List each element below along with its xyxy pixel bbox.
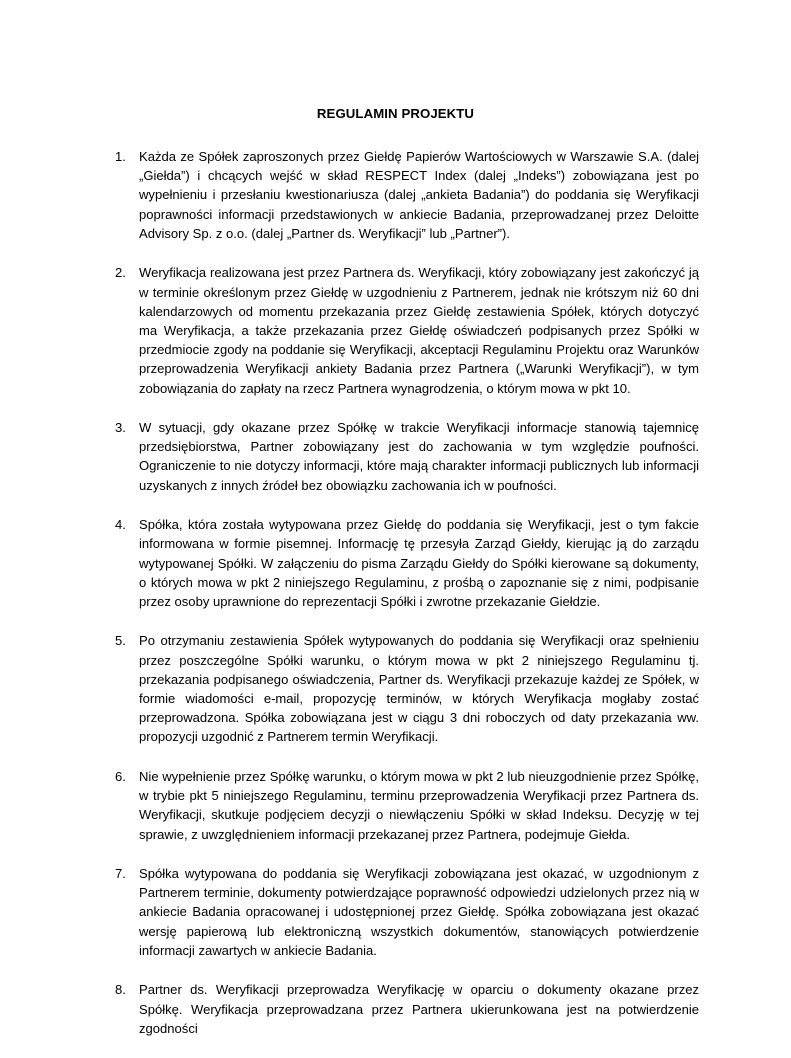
item-number: 6. [115, 768, 126, 784]
list-item [115, 515, 699, 611]
item-number: 8. [115, 982, 126, 998]
item-text: W sytuacji, gdy okazane przez Spółkę w trakcie Weryfikacji informacje stanowią tajemnicę przedsiębiorstwa, Partner zobowiązany jest do zachowania w tym względzie poufności. Ograniczenie to nie dotyczy informacji, które mają charakter informacji publicznych lub informacji uzyskanych z innych źródeł bez obowiązku zachowania ich w poufności. [139, 420, 699, 493]
list-item [115, 864, 699, 960]
item-number: 3. [115, 420, 126, 436]
rules-list [115, 147, 699, 1058]
list-item [115, 980, 699, 1038]
item-text: Nie wypełnienie przez Spółkę warunku, o którym mowa w pkt 2 lub nieuzgodnienie przez Spółkę, w trybie pkt 5 niniejszego Regulaminu, terminu przeprowadzenia Weryfikacji przez Partnera ds. Weryfikacji, skutkuje podjęciem decyzji o niewłączeniu Spółki w skład Indeksu. Decyzję w tej sprawie, z uwzględnieniem informacji przekazanej przez Partnera, podejmuje Giełda. [139, 768, 699, 842]
page-title: REGULAMIN PROJEKTU [316, 106, 475, 121]
item-number: 4. [115, 517, 126, 533]
item-text: Po otrzymaniu zestawienia Spółek wytypowanych do poddania się Weryfikacji oraz spełnieniu przez poszczególne Spółki warunku, o którym mowa w pkt 2 niniejszego Regulaminu tj. przekazania podpisanego oświadczenia, Partner ds. Weryfikacji przekazuje każdej ze Spółek, w formie wiadomości e-mail, propozycję terminów, w których Weryfikacja mogłaby zostać przeprowadzona. Spółka zobowiązana jest w ciągu 3 dni roboczych od daty przekazania ww. propozycji uzgodnić z Partnerem termin Weryfikacji. [139, 633, 699, 745]
list-item [115, 263, 699, 397]
item-text: Partner ds. Weryfikacji przeprowadza Weryfikację w oparciu o dokumenty okazane przez Spółkę. Weryfikacja przeprowadzana przez Partnera ukierunkowana jest na potwierdzenie zgodności [139, 982, 699, 1036]
list-item [115, 767, 699, 844]
item-text: Spółka, która została wytypowana przez Giełdę do poddania się Weryfikacji, jest o tym fakcie informowana w formie pisemnej. Informację tę przesyła Zarząd Giełdy, kierując ją do zarządu wytypowanej Spółki. W załączeniu do pisma Zarządu Giełdy do Spółki kierowane są dokumenty, o których mowa w pkt 2 niniejszego Regulaminu, z prośbą o zapoznanie się z nimi, podpisanie przez osoby uprawnione do reprezentacji Spółki i zwrotne przekazanie Giełdzie. [139, 517, 699, 609]
item-text: Weryfikacja realizowana jest przez Partnera ds. Weryfikacji, który zobowiązany jest zakończyć ją w terminie określonym przez Giełdę w uzgodnieniu z Partnerem, jednak nie krótszym niż 60 dni kalendarzowych od momentu przekazania przez Giełdę zestawienia Spółek, których dotyczyć ma Weryfikacja, a także przekazania przez Giełdę oświadczeń podpisanych przez Spółki w przedmiocie zgody na poddanie się Weryfikacji, akceptacji Regulaminu Projektu oraz Warunków przeprowadzenia Weryfikacji ankiety Badania przez Partnera („Warunki Weryfikacji”), w tym zobowiązania do zapłaty na rzecz Partnera wynagrodzenia, o którym mowa w pkt 10. [139, 265, 699, 396]
item-number: 1. [115, 149, 126, 164]
list-item [115, 147, 699, 243]
item-number: 7. [115, 866, 126, 882]
list-item [115, 631, 699, 746]
item-number: 2. [115, 265, 126, 281]
list-item [115, 418, 699, 495]
item-text: Spółka wytypowana do poddania się Weryfikacji zobowiązana jest okazać, w uzgodnionym z Partnerem terminie, dokumenty potwierdzające poprawność odpowiedzi udzielonych przez nią w ankiecie Badania opracowanej i udostępnionej przez Giełdę. Spółka zobowiązana jest okazać wersję papierową lub elektroniczną wszystkich dokumentów, stanowiących potwierdzenie informacji zawartych w ankiecie Badania. [139, 866, 699, 958]
item-text: Każda ze Spółek zaproszonych przez Giełdę Papierów Wartościowych w Warszawie S.A. (dalej „Giełda”) i chcących wejść w skład RESPECT Index (dalej „Indeks”) zobowiązana jest po wypełnieniu i przesłaniu kwestionariusza (dalej „ankieta Badania”) do poddania się Weryfikacji poprawności informacji przedstawionych w ankiecie Badania, przeprowadzanej przez Deloitte Advisory Sp. z o.o. (dalej „Partner ds. Weryfikacji” lub „Partner”). [139, 149, 699, 241]
item-number: 5. [115, 633, 126, 649]
